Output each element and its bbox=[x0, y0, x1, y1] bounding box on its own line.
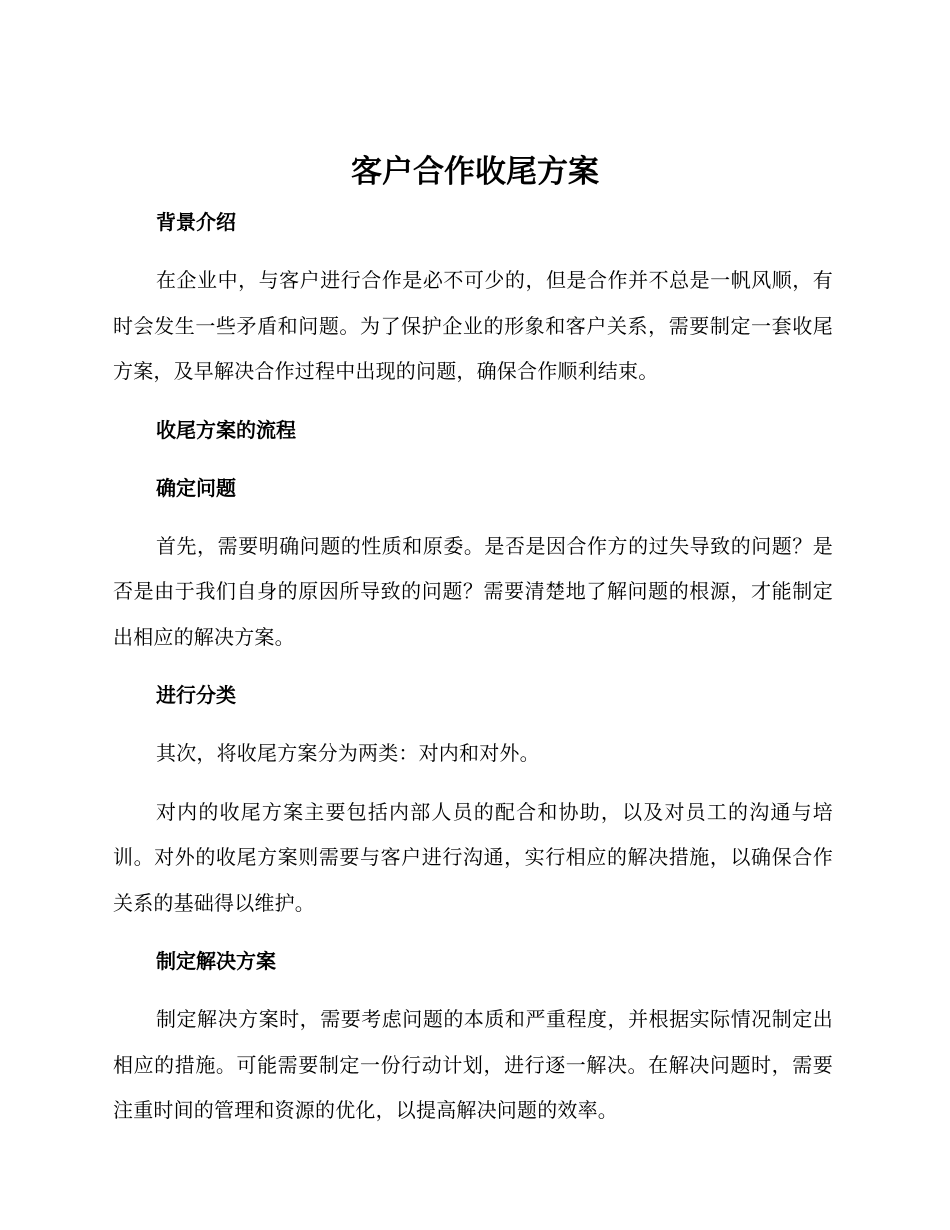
background-paragraph: 在企业中，与客户进行合作是必不可少的，但是合作并不总是一帆风顺，有时会发生一些矛盾和问题。为了保护企业的形象和客户关系，需要制定一套收尾方案，及早解决合作过程中出现的问题，确保合作顺利结束。 bbox=[113, 268, 833, 383]
solution-paragraph: 制定解决方案时，需要考虑问题的本质和严重程度，并根据实际情况制定出相应的措施。可能需要制定一份行动计划，进行逐一解决。在解决问题时，需要注重时间的管理和资源的优化，以提高解决问题的效率。 bbox=[113, 1007, 833, 1122]
classify-paragraph-1: 其次，将收尾方案分为两类：对内和对外。 bbox=[156, 741, 540, 765]
section-heading-solution: 制定解决方案 bbox=[156, 949, 276, 973]
identify-problem-paragraph: 首先，需要明确问题的性质和原委。是否是因合作方的过失导致的问题？是否是由于我们自身的原因所导致的问题？需要清楚地了解问题的根源，才能制定出相应的解决方案。 bbox=[113, 533, 833, 649]
section-heading-process: 收尾方案的流程 bbox=[156, 417, 296, 442]
section-heading-classify: 进行分类 bbox=[156, 683, 236, 707]
section-heading-background: 背景介绍 bbox=[156, 210, 236, 234]
classify-paragraph-2: 对内的收尾方案主要包括内部人员的配合和协助，以及对员工的沟通与培训。对外的收尾方案则需要与客户进行沟通，实行相应的解决措施，以确保合作关系的基础得以维护。 bbox=[113, 799, 833, 915]
section-heading-identify-problem: 确定问题 bbox=[156, 475, 236, 500]
document-body bbox=[113, 200, 833, 1147]
document-title: 客户合作收尾方案 bbox=[351, 154, 599, 190]
